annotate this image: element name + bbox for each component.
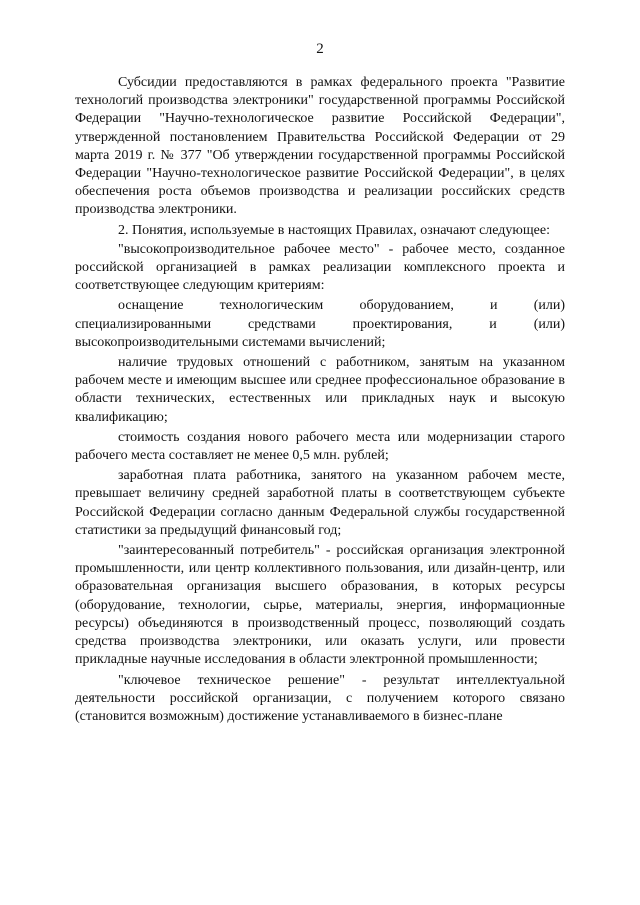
paragraph-subsidies-purpose: Субсидии предоставляются в рамках федерального проекта "Развитие технологий производства электроники" государственной программы Российской Федерации "Научно-технологическое развитие Российской Федерации", утвержденной постановлением Правительства Российской Федерации от 29 марта 2019 г. № 377 "Об утверждении государственной программы Российской Федерации "Научно-технологическое развитие Российской Федерации", в целях обеспечения роста объемов производства и реализации российских средств производства электроники. <box>75 75 565 218</box>
paragraph-definition-interested-consumer: "заинтересованный потребитель" - российская организация электронной промышленности, или центр коллективного пользования, или дизайн-центр, или образовательная организация высшего образования, в которых ресурсы (оборудование, технологии, сырье, материалы, энергия, информационные ресурсы) объединяются в производственный процесс, позволяющий создать средства производства электроники, или оказать услуги, или провести прикладные научные исследования в области электронной промышленности; <box>75 543 565 668</box>
paragraph-criterion-employment: наличие трудовых отношений с работником, занятым на указанном рабочем месте и имеющим высшее или среднее профессиональное образование в области технических, естественных или прикладных наук и высокую квалификацию; <box>75 355 565 425</box>
paragraph-criterion-salary: заработная плата работника, занятого на указанном рабочем месте, превышает величину средней заработной платы в соответствующем субъекте Российской Федерации согласно данным Федеральной службы государственной статистики за предыдущий финансовый год; <box>75 468 565 538</box>
paragraph-definition-key-technical-solution: "ключевое техническое решение" - результат интеллектуальной деятельности российской организации, с получением которого связано (становится возможным) достижение устанавливаемого в бизнес-плане <box>75 672 565 724</box>
page-number: 2 <box>316 41 324 57</box>
paragraph-criterion-equipment: оснащение технологическим оборудованием, и (или) специализированными средствами проектирования, и (или) высокопроизводительными системами вычислений; <box>75 298 565 350</box>
paragraph-definitions-intro: 2. Понятия, используемые в настоящих Правилах, означают следующее: <box>118 222 550 238</box>
paragraph-criterion-cost: стоимость создания нового рабочего места или модернизации старого рабочего места составляет не менее 0,5 млн. рублей; <box>75 429 565 464</box>
paragraph-definition-high-performance-workplace: "высокопроизводительное рабочее место" - рабочее место, созданное российской организацией в рамках реализации комплексного проекта и соответствующее следующим критериям: <box>75 241 565 294</box>
document-body <box>75 74 565 726</box>
